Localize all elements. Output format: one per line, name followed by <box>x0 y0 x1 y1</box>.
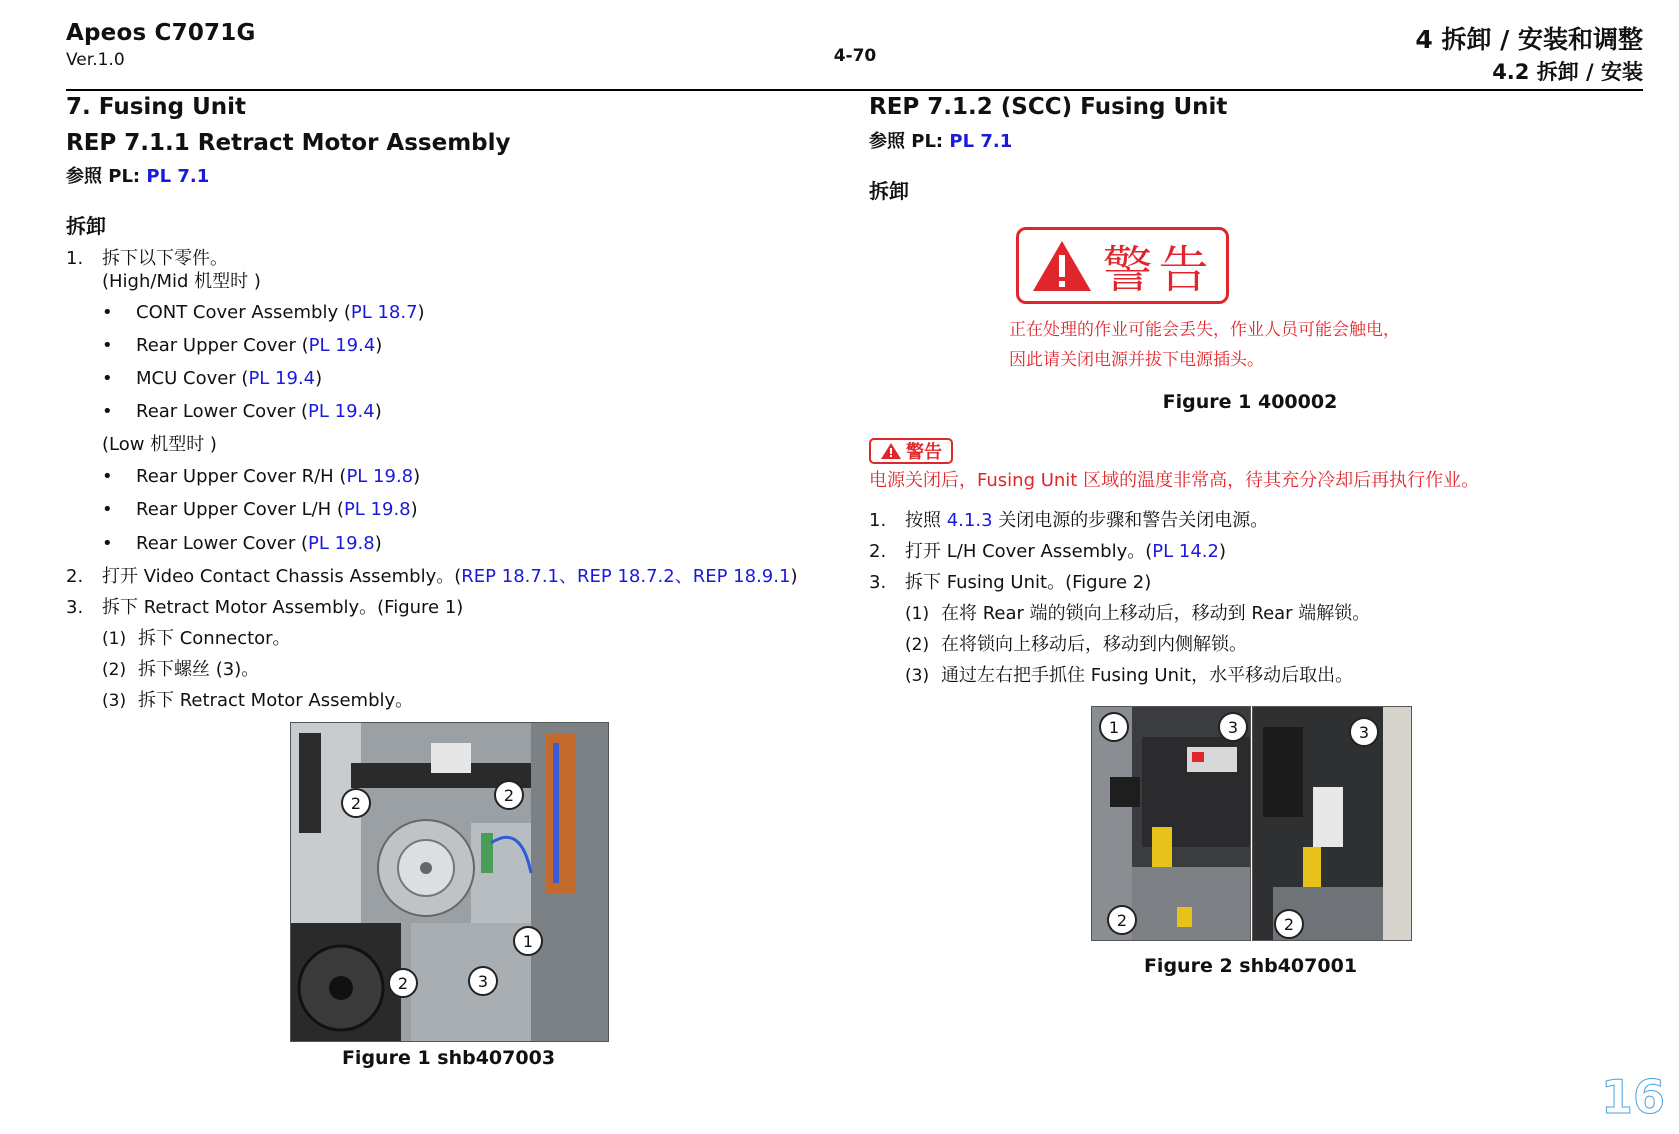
warning-badge-label: 警告 <box>906 442 942 463</box>
part-name: Rear Lower Cover ( <box>136 401 309 422</box>
retract-motor-illustration <box>291 723 608 1041</box>
document-title: Apeos C7071G <box>66 20 256 46</box>
warning-badge <box>869 438 953 464</box>
warning-triangle-icon <box>1031 239 1093 293</box>
figure-caption: Figure 1 shb407003 <box>341 1047 556 1069</box>
callout-2: 2 <box>388 968 418 998</box>
part-close: ) <box>410 499 418 520</box>
part-name: Rear Upper Cover R/H ( <box>136 466 347 487</box>
part-link[interactable]: PL 19.8 <box>346 466 414 487</box>
callout-3: 3 <box>468 966 498 996</box>
step-2 <box>869 542 1226 562</box>
callout-2: 2 <box>1274 909 1304 939</box>
step-3 <box>869 573 1151 593</box>
warning-label: 警告 <box>1102 240 1215 299</box>
rep-title: REP 7.1.1 Retract Motor Assembly <box>66 130 511 156</box>
part-name: Rear Upper Cover L/H ( <box>136 499 344 520</box>
substep <box>102 660 259 680</box>
figure-caption: Figure 1 400002 <box>1162 391 1338 413</box>
substep <box>905 604 1370 624</box>
list-item <box>66 336 382 356</box>
callout-2: 2 <box>341 788 371 818</box>
step-1 <box>66 249 228 269</box>
substep-text: 在将锁向上移动后，移动到内侧解锁。 <box>941 634 1247 655</box>
ref-label: 参照 PL: <box>66 166 147 187</box>
step-number: 3. <box>869 572 887 593</box>
list-item <box>66 369 322 389</box>
header-rule <box>66 89 1643 91</box>
part-close: ) <box>374 401 382 422</box>
step-number: 3. <box>66 597 84 618</box>
ref-link-pl-7-1[interactable]: PL 7.1 <box>949 131 1013 152</box>
separator: 、 <box>674 566 693 587</box>
callout-2: 2 <box>1107 905 1137 935</box>
bullet-icon: • <box>102 499 113 520</box>
step-text: 拆下 Fusing Unit。(Figure 2) <box>905 572 1152 593</box>
step-1 <box>869 511 1268 531</box>
substep-number: (3) <box>102 691 127 711</box>
page-number: 4-70 <box>833 46 877 66</box>
part-link[interactable]: PL 19.8 <box>308 533 375 554</box>
rep-link[interactable]: REP 18.7.2 <box>577 566 675 587</box>
substep <box>905 635 1247 655</box>
part-link[interactable]: PL 19.4 <box>248 368 316 389</box>
substep-text: 在将 Rear 端的锁向上移动后，移动到 Rear 端解锁。 <box>941 603 1371 624</box>
rep-link[interactable]: REP 18.7.1 <box>461 566 559 587</box>
bullet-icon: • <box>102 302 113 323</box>
step-text: 按照 <box>905 510 947 531</box>
figure-fusing-unit-photo-left <box>1091 706 1251 941</box>
substep-number: (1) <box>102 629 127 649</box>
part-close: ) <box>417 302 425 323</box>
substep-number: (1) <box>905 604 930 624</box>
part-link[interactable]: PL 19.4 <box>308 335 376 356</box>
bullet-icon: • <box>102 466 113 487</box>
step-text: 打开 L/H Cover Assembly。( <box>905 541 1153 562</box>
figure-fusing-unit-photo-right <box>1252 706 1412 941</box>
step-text: 打开 Video Contact Chassis Assembly。( <box>102 566 462 587</box>
callout-1: 1 <box>1099 712 1129 742</box>
bullet-icon: • <box>102 335 113 356</box>
part-link[interactable]: PL 14.2 <box>1152 541 1219 562</box>
fusing-unit-illustration-right <box>1253 707 1411 940</box>
step-number: 2. <box>869 541 887 562</box>
callout-2: 2 <box>494 780 524 810</box>
substep-number: (2) <box>905 635 930 655</box>
substep-number: (2) <box>102 660 127 680</box>
list-item <box>66 303 425 323</box>
warning-text-line-1: 正在处理的作业可能会丢失，作业人员可能会触电， <box>1009 320 1400 340</box>
chapter-title: 4 拆卸 / 安装和调整 <box>1415 25 1643 54</box>
heat-warning-text: 电源关闭后，Fusing Unit 区域的温度非常高，待其充分冷却后再执行作业。 <box>869 470 1480 491</box>
document-version: Ver.1.0 <box>66 50 125 70</box>
model-label-low: (Low 机型时 ) <box>102 434 217 455</box>
substep-text: 通过左右把手抓住 Fusing Unit，水平移动后取出。 <box>941 665 1354 686</box>
part-link[interactable]: PL 19.4 <box>308 401 375 422</box>
figure-caption: Figure 2 shb407001 <box>1143 955 1358 977</box>
corner-page-number: 16 <box>1600 1070 1665 1124</box>
substep <box>102 629 291 649</box>
list-item <box>66 534 382 554</box>
substep <box>905 666 1353 686</box>
step-text: 关闭电源的步骤和警告关闭电源。 <box>992 510 1269 531</box>
part-name: Rear Lower Cover ( <box>136 533 309 554</box>
step-close: ) <box>1218 541 1226 562</box>
substep-number: (3) <box>905 666 930 686</box>
substep-text: 拆下螺丝 (3)。 <box>138 659 260 680</box>
part-close: ) <box>375 335 383 356</box>
part-link[interactable]: PL 18.7 <box>350 302 418 323</box>
bullet-icon: • <box>102 368 113 389</box>
list-item <box>66 500 418 520</box>
warning-text-line-2: 因此请关闭电源并拔下电源插头。 <box>1009 350 1264 370</box>
removal-heading: 拆卸 <box>66 214 106 238</box>
step-3 <box>66 598 463 618</box>
step-number: 2. <box>66 566 84 587</box>
step-2 <box>66 567 797 587</box>
substep-text: 拆下 Connector。 <box>138 628 291 649</box>
part-name: MCU Cover ( <box>136 368 249 389</box>
callout-3: 3 <box>1218 712 1248 742</box>
parts-list-reference <box>66 162 209 188</box>
separator: 、 <box>559 566 577 587</box>
section-title: 4.2 拆卸 / 安装 <box>1492 60 1643 84</box>
section-link[interactable]: 4.1.3 <box>946 510 993 531</box>
callout-3: 3 <box>1349 717 1379 747</box>
ref-label: 参照 PL: <box>869 131 950 152</box>
step-text: 拆下以下零件。 <box>102 248 228 269</box>
callout-1: 1 <box>513 926 543 956</box>
removal-heading: 拆卸 <box>869 179 909 203</box>
part-close: ) <box>413 466 421 487</box>
rep-title: REP 7.1.2 (SCC) Fusing Unit <box>869 94 1228 120</box>
model-label-high-mid: (High/Mid 机型时 ) <box>102 271 261 292</box>
step-number: 1. <box>869 510 887 531</box>
parts-list-reference <box>869 127 1012 153</box>
step-text: 拆下 Retract Motor Assembly。(Figure 1) <box>102 597 464 618</box>
section-heading: 7. Fusing Unit <box>66 94 247 120</box>
bullet-icon: • <box>102 533 113 554</box>
rep-link[interactable]: REP 18.9.1 <box>692 566 791 587</box>
substep-text: 拆下 Retract Motor Assembly。 <box>138 690 414 711</box>
figure-retract-motor-photo <box>290 722 609 1042</box>
part-link[interactable]: PL 19.8 <box>343 499 411 520</box>
part-name: Rear Upper Cover ( <box>136 335 309 356</box>
bullet-icon: • <box>102 401 113 422</box>
warning-banner <box>1016 227 1229 304</box>
list-item <box>66 402 382 422</box>
part-name: CONT Cover Assembly ( <box>136 302 351 323</box>
part-close: ) <box>315 368 323 389</box>
list-item <box>66 467 420 487</box>
ref-link-pl-7-1[interactable]: PL 7.1 <box>146 166 210 187</box>
warning-triangle-icon <box>880 442 902 460</box>
step-close: ) <box>790 566 798 587</box>
substep <box>102 691 413 711</box>
part-close: ) <box>374 533 382 554</box>
step-number: 1. <box>66 248 84 269</box>
